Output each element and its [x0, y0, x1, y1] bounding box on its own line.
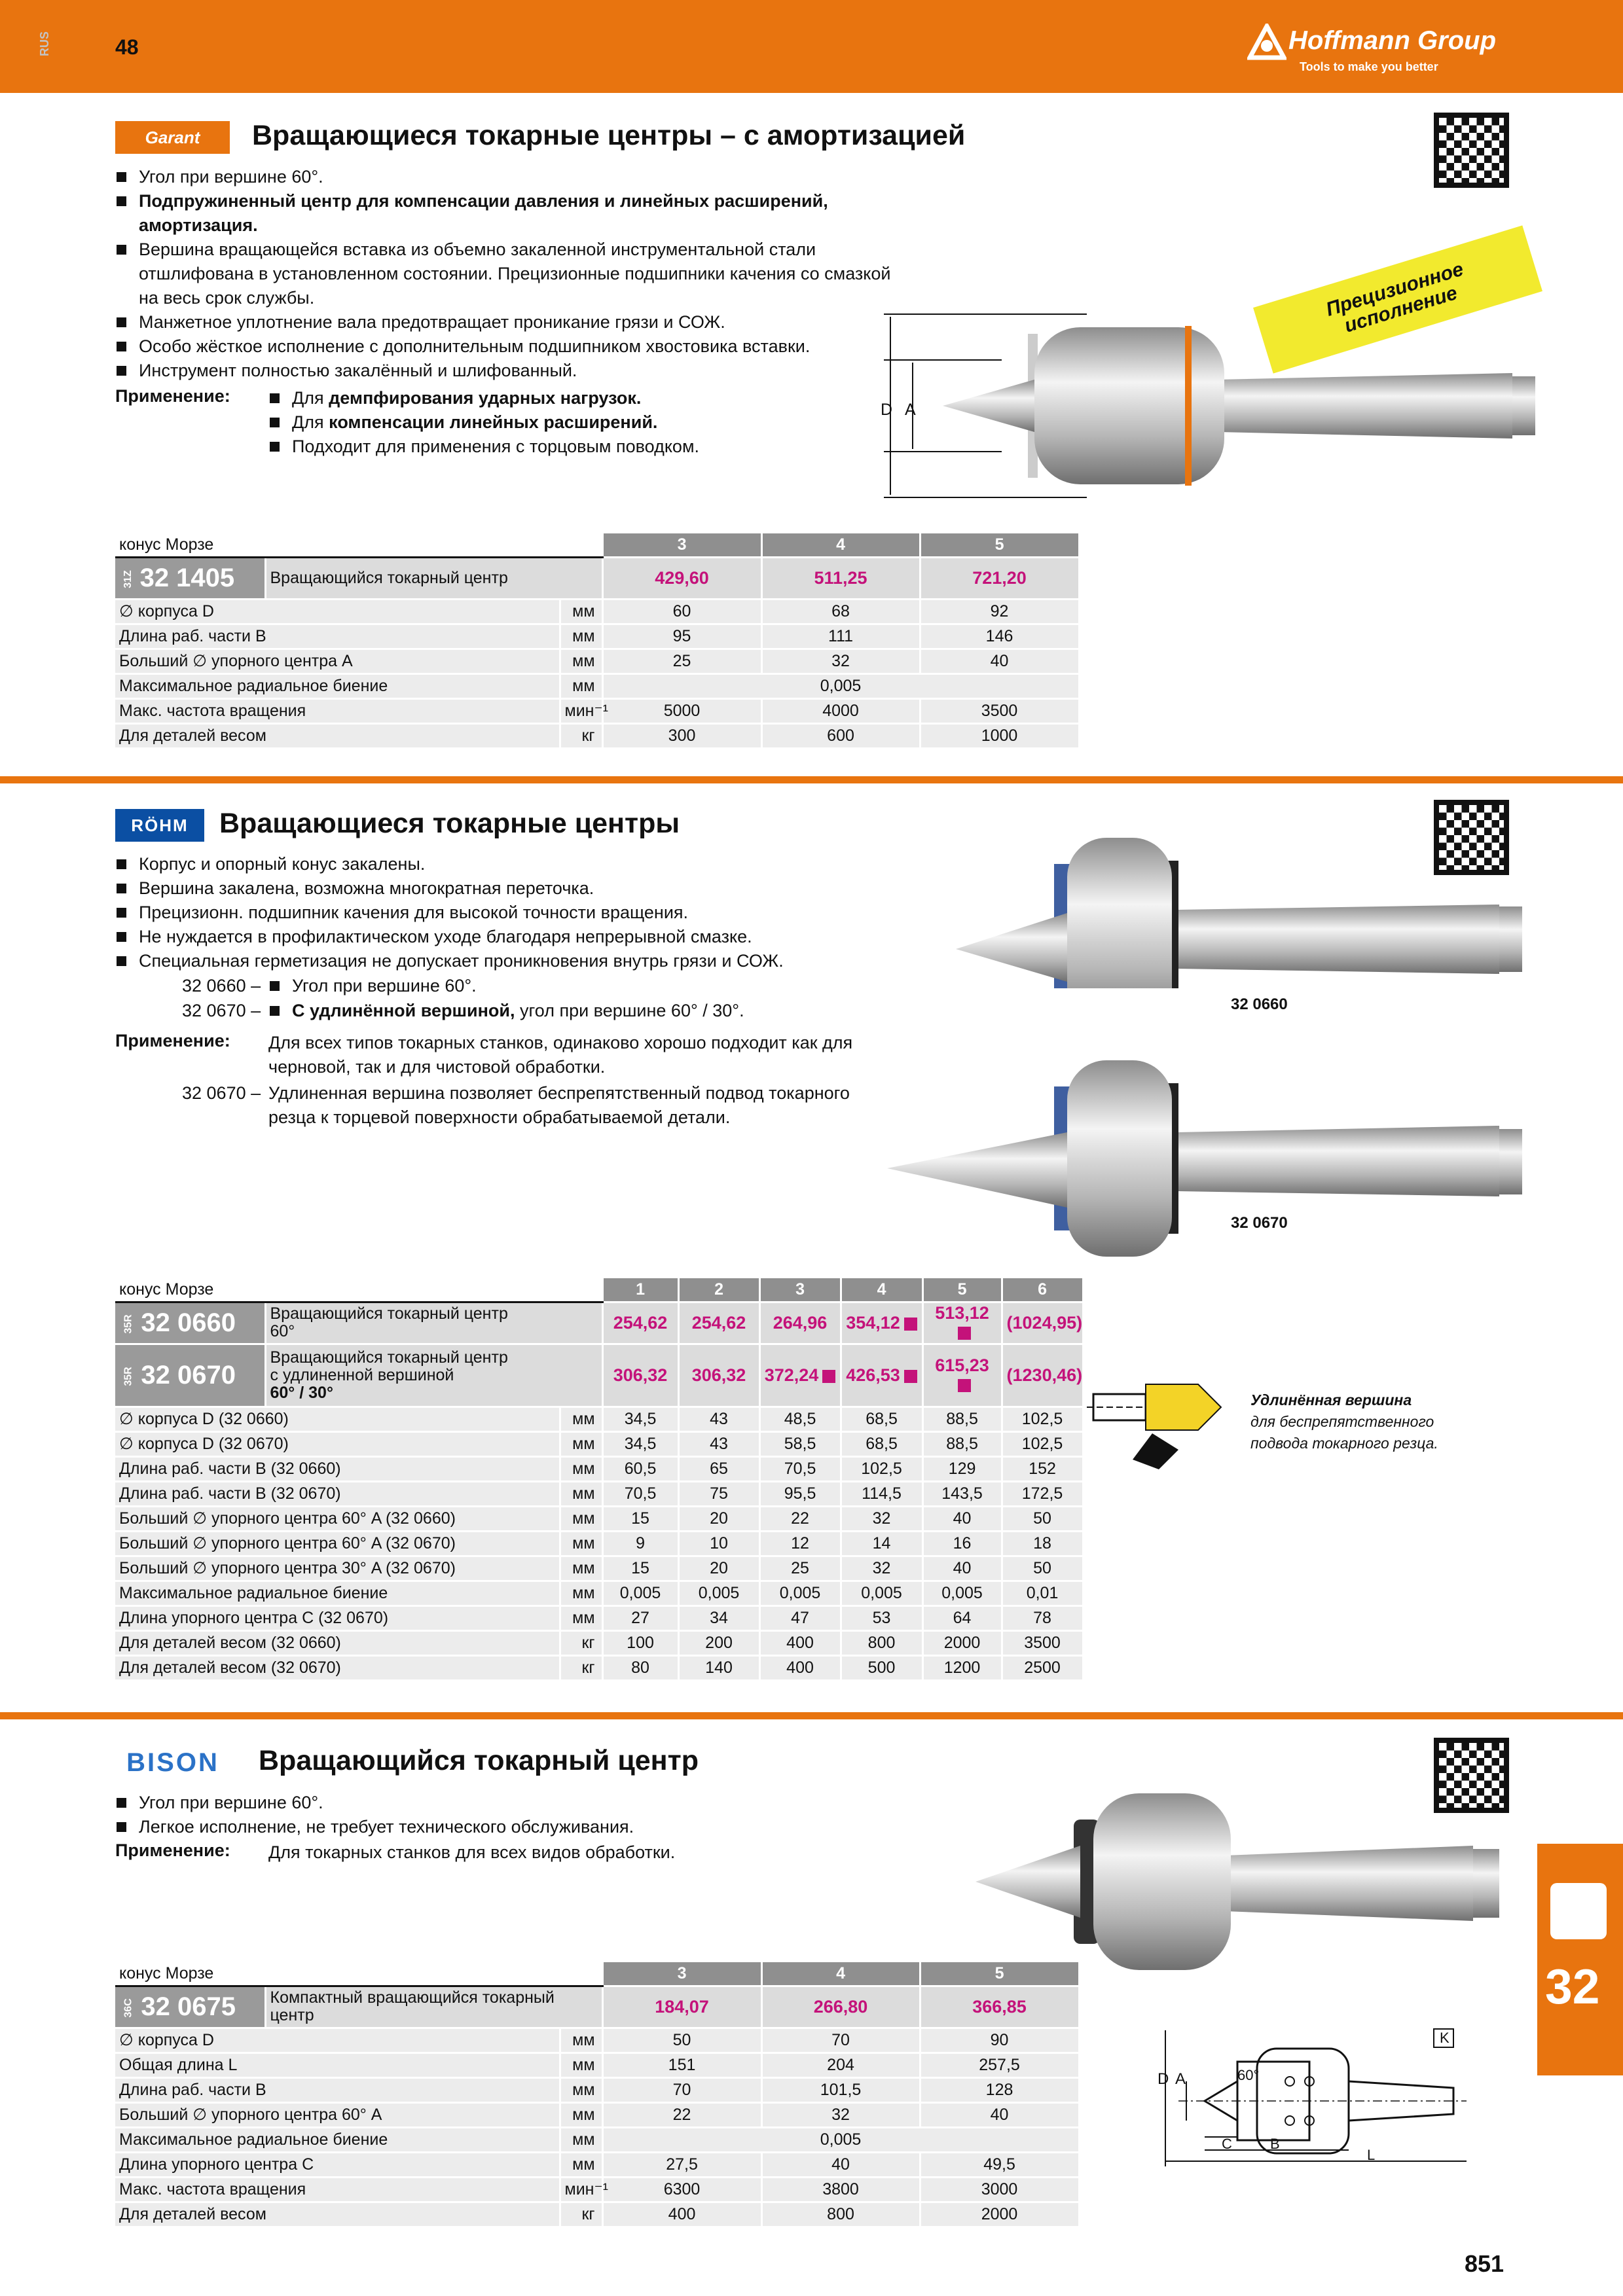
bullet: Легкое исполнение, не требует технического обслуживания.	[115, 1815, 901, 1839]
variant-code: 32 0670 –	[182, 1001, 261, 1020]
extended-tip-diagram	[1087, 1371, 1231, 1469]
table-row: Для деталей весом (32 0660) кг 100 200 400 800 2000 3500	[115, 1630, 1083, 1655]
price: 429,60	[655, 567, 709, 588]
section1-application	[268, 386, 858, 459]
drawing-label-A: A	[1175, 2070, 1186, 2088]
chapter-tab[interactable]	[1537, 1844, 1623, 2075]
table-row: Больший ∅ упорного центра 60° A мм 22 32 40	[115, 2102, 1079, 2127]
section3-bullets	[115, 1791, 901, 1839]
table-row: Общая длина L мм 151 204 257,5	[115, 2053, 1079, 2077]
stock-square-icon	[904, 1370, 917, 1383]
garant-logo: Garant	[115, 121, 230, 154]
language-code: RUS	[38, 31, 51, 57]
table-row: Максимальное радиальное биение мм 0,005	[115, 2127, 1079, 2152]
page-number: 851	[1465, 2250, 1504, 2277]
table-row: ∅ корпуса D (32 0660) мм 34,5 43 48,5 68,5 88,5 102,5	[115, 1407, 1083, 1431]
application-label: Применение:	[115, 1031, 230, 1050]
dimension-D-label: D	[881, 401, 893, 419]
price: 184,07	[655, 1996, 709, 2017]
drawing-label-C: C	[1222, 2136, 1232, 2152]
section2-title: Вращающиеся токарные центры	[219, 808, 680, 839]
bullet: Манжетное уплотнение вала предотвращает проникание грязи и СОЖ.	[115, 310, 901, 334]
section1-title: Вращающиеся токарные центры – с амортизацией	[252, 120, 966, 151]
morse-taper-label: конус Морзе	[115, 1278, 602, 1302]
article-row[interactable]	[115, 1302, 1083, 1344]
stock-square-icon	[958, 1379, 971, 1392]
application-text: Для токарных станков для всех видов обработки.	[268, 1842, 676, 1862]
table-row: Максимальное радиальное биение мм 0,005 0,005 0,005 0,005 0,005 0,01	[115, 1581, 1083, 1605]
bullet: Специальная герметизация не допускает проникновения внутрь грязи и СОЖ.	[115, 949, 901, 973]
bullet: Прецизионн. подшипник качения для высокой точности вращения.	[115, 901, 901, 925]
article-row[interactable]	[115, 1986, 1079, 2028]
table-row: Больший ∅ упорного центра 30° A (32 0670) мм 15 20 25 32 40 50	[115, 1556, 1083, 1581]
precision-badge: Прецизионное исполнение	[1253, 225, 1542, 373]
table-row: Макс. частота вращения мин⁻¹ 6300 3800 3000	[115, 2177, 1079, 2202]
application-item: Для демпфирования ударных нагрузок.	[268, 386, 858, 410]
article-description: Вращающийся токарный центр 60°	[265, 1302, 602, 1344]
hoffmann-logo-icon	[1247, 24, 1286, 60]
image-caption: 32 0660	[1231, 996, 1288, 1013]
drawing-label-L: L	[1367, 2147, 1376, 2163]
price: 366,85	[972, 1996, 1027, 2017]
bullet: Корпус и опорный конус закалены.	[115, 852, 901, 876]
price: 426,53	[846, 1365, 900, 1385]
table-row: Макс. частота вращения мин⁻¹ 5000 4000 3500	[115, 698, 1079, 723]
bullet: Особо жёсткое исполнение с дополнительным подшипником хвостовика вставки.	[115, 334, 901, 359]
article-description: Компактный вращающийся токарный центр	[265, 1986, 602, 2028]
drawing-label-K: K	[1440, 2030, 1450, 2046]
bullet: Не нуждается в профилактическом уходе благодаря непрерывной смазке.	[115, 925, 901, 949]
article-number[interactable]: 36C 32 0675	[115, 1986, 265, 2028]
qr-code-icon[interactable]	[1434, 113, 1509, 188]
morse-taper-label: конус Морзе	[115, 533, 602, 557]
price: 511,25	[814, 567, 867, 588]
chapter-number: 32	[1545, 1959, 1600, 2014]
stock-square-icon	[904, 1318, 917, 1331]
application-text-2: Удлиненная вершина позволяет беспрепятственный подвод токарного резца к торцевой поверхности обрабатываемой детали.	[268, 1083, 850, 1127]
table-row: Для деталей весом (32 0670) кг 80 140 400 500 1200 2500	[115, 1655, 1083, 1680]
note-text: для беспрепятственного	[1250, 1413, 1434, 1430]
price: 306,32	[613, 1365, 668, 1385]
bison-logo: BISON	[126, 1748, 219, 1777]
section3-table	[115, 1962, 1080, 2228]
technical-drawing	[1139, 2016, 1532, 2166]
table-row: Длина раб. части B мм 95 111 146	[115, 624, 1079, 649]
article-number[interactable]: 35R 32 0670	[115, 1344, 265, 1407]
page-number-top: 48	[115, 35, 139, 59]
table-row: Длина раб. части B (32 0670) мм 70,5 75 95,5 114,5 143,5 172,5	[115, 1481, 1083, 1506]
table-row: Больший ∅ упорного центра A мм 25 32 40	[115, 649, 1079, 673]
section1-bullets	[115, 165, 901, 383]
price: 264,96	[773, 1312, 828, 1333]
article-number[interactable]: 31Z 32 1405	[115, 557, 265, 599]
brand-name: Hoffmann Group	[1288, 26, 1497, 55]
application-item: Подходит для применения с торцовым поводком.	[268, 435, 858, 459]
table-row: Максимальное радиальное биение мм 0,005	[115, 673, 1079, 698]
stock-square-icon	[958, 1327, 971, 1340]
table-row: Длина раб. части B мм 70 101,5 128	[115, 2077, 1079, 2102]
variant-item: Угол при вершине 60°.	[268, 974, 477, 998]
price: 254,62	[691, 1312, 746, 1333]
price: 513,12	[935, 1303, 989, 1323]
bullet: Инструмент полностью закалённый и шлифованный.	[115, 359, 901, 383]
application-text: Для всех типов токарных станков, одинаково хорошо подходит как для черновой, так и для чистовой обработки.	[268, 1033, 853, 1077]
note-title: Удлинённая вершина	[1250, 1391, 1412, 1408]
section3-title: Вращающийся токарный центр	[259, 1745, 699, 1776]
section-divider	[0, 776, 1623, 783]
section-divider	[0, 1712, 1623, 1719]
morse-taper-label: конус Морзе	[115, 1962, 602, 1986]
price: (1230,46)	[1006, 1365, 1083, 1385]
application-label: Применение:	[115, 386, 230, 406]
rohm-logo: RÖHM	[115, 809, 204, 842]
application-item: Для компенсации линейных расширений.	[268, 410, 858, 435]
table-row: ∅ корпуса D (32 0670) мм 34,5 43 58,5 68,5 88,5 102,5	[115, 1431, 1083, 1456]
live-center-image-4	[962, 1780, 1506, 1977]
drawing-label-B: B	[1270, 2136, 1280, 2152]
article-description: Вращающийся токарный центр с удлиненной вершиной 60° / 30°	[265, 1344, 602, 1407]
brand-tagline: Tools to make you better	[1300, 60, 1438, 73]
bullet: Вершина закалена, возможна многократная переточка.	[115, 876, 901, 901]
bullet: Подпружиненный центр для компенсации давления и линейных расширений, амортизация.	[115, 189, 901, 238]
table-row: ∅ корпуса D мм 60 68 92	[115, 599, 1079, 624]
price: (1024,95)	[1006, 1312, 1083, 1333]
table-row: Больший ∅ упорного центра 60° A (32 0660) мм 15 20 22 32 40 50	[115, 1506, 1083, 1531]
dimension-A-label: A	[905, 401, 916, 419]
live-center-tab-icon	[1550, 1883, 1607, 1939]
variant-code: 32 0660 –	[182, 976, 261, 996]
section2-table	[115, 1278, 1084, 1681]
stock-square-icon	[822, 1370, 835, 1383]
section2-bullets	[115, 852, 901, 973]
bullet: Угол при вершине 60°.	[115, 165, 901, 189]
article-row[interactable]	[115, 557, 1079, 599]
table-row: Длина упорного центра C мм 27,5 40 49,5	[115, 2152, 1079, 2177]
price: 254,62	[613, 1312, 668, 1333]
article-description: Вращающийся токарный центр	[265, 557, 602, 599]
live-center-image-1	[871, 308, 1539, 504]
live-center-image-3	[877, 1060, 1532, 1257]
price: 721,20	[972, 567, 1027, 588]
price: 615,23	[935, 1355, 989, 1375]
table-header-row: конус Морзе 3 4 5	[115, 1962, 1079, 1986]
table-row: Для деталей весом кг 400 800 2000	[115, 2202, 1079, 2227]
section1-table	[115, 533, 1080, 749]
table-row: Больший ∅ упорного центра 60° A (32 0670) мм 9 10 12 14 16 18	[115, 1531, 1083, 1556]
table-header-row: конус Морзе 1 2 3 4 5 6	[115, 1278, 1083, 1302]
col-header: 4	[761, 533, 920, 557]
table-row: Длина упорного центра C (32 0670) мм 27 34 47 53 64 78	[115, 1605, 1083, 1630]
image-caption: 32 0670	[1231, 1214, 1288, 1232]
live-center-image-2	[877, 818, 1532, 988]
table-row: ∅ корпуса D мм 50 70 90	[115, 2028, 1079, 2053]
article-number[interactable]: 35R 32 0660	[115, 1302, 265, 1344]
drawing-label-D: D	[1158, 2070, 1169, 2088]
price: 372,24	[764, 1365, 819, 1385]
price: 266,80	[813, 1996, 868, 2017]
table-row: Длина раб. части B (32 0660) мм 60,5 65 70,5 102,5 129 152	[115, 1456, 1083, 1481]
table-header-row	[115, 533, 1079, 557]
table-row: Для деталей весом кг 300 600 1000	[115, 723, 1079, 748]
application-label: Применение:	[115, 1840, 230, 1860]
col-header: 5	[920, 533, 1079, 557]
bullet: Вершина вращающейся вставка из объемно закаленной инструментальной стали отшлифована в установленном состоянии. Прецизионные подшипники качения со смазкой на весь срок службы.	[115, 238, 901, 310]
price: 306,32	[691, 1365, 746, 1385]
variant-item: С удлинённой вершиной, угол при вершине 60° / 30°.	[268, 999, 744, 1023]
note-text: подвода токарного резца.	[1250, 1435, 1438, 1452]
bullet: Угол при вершине 60°.	[115, 1791, 901, 1815]
col-header: 3	[602, 533, 761, 557]
price: 354,12	[846, 1312, 900, 1333]
drawing-label-angle: 60°	[1237, 2067, 1260, 2083]
application-code: 32 0670 –	[182, 1083, 261, 1103]
article-row[interactable]	[115, 1344, 1083, 1407]
